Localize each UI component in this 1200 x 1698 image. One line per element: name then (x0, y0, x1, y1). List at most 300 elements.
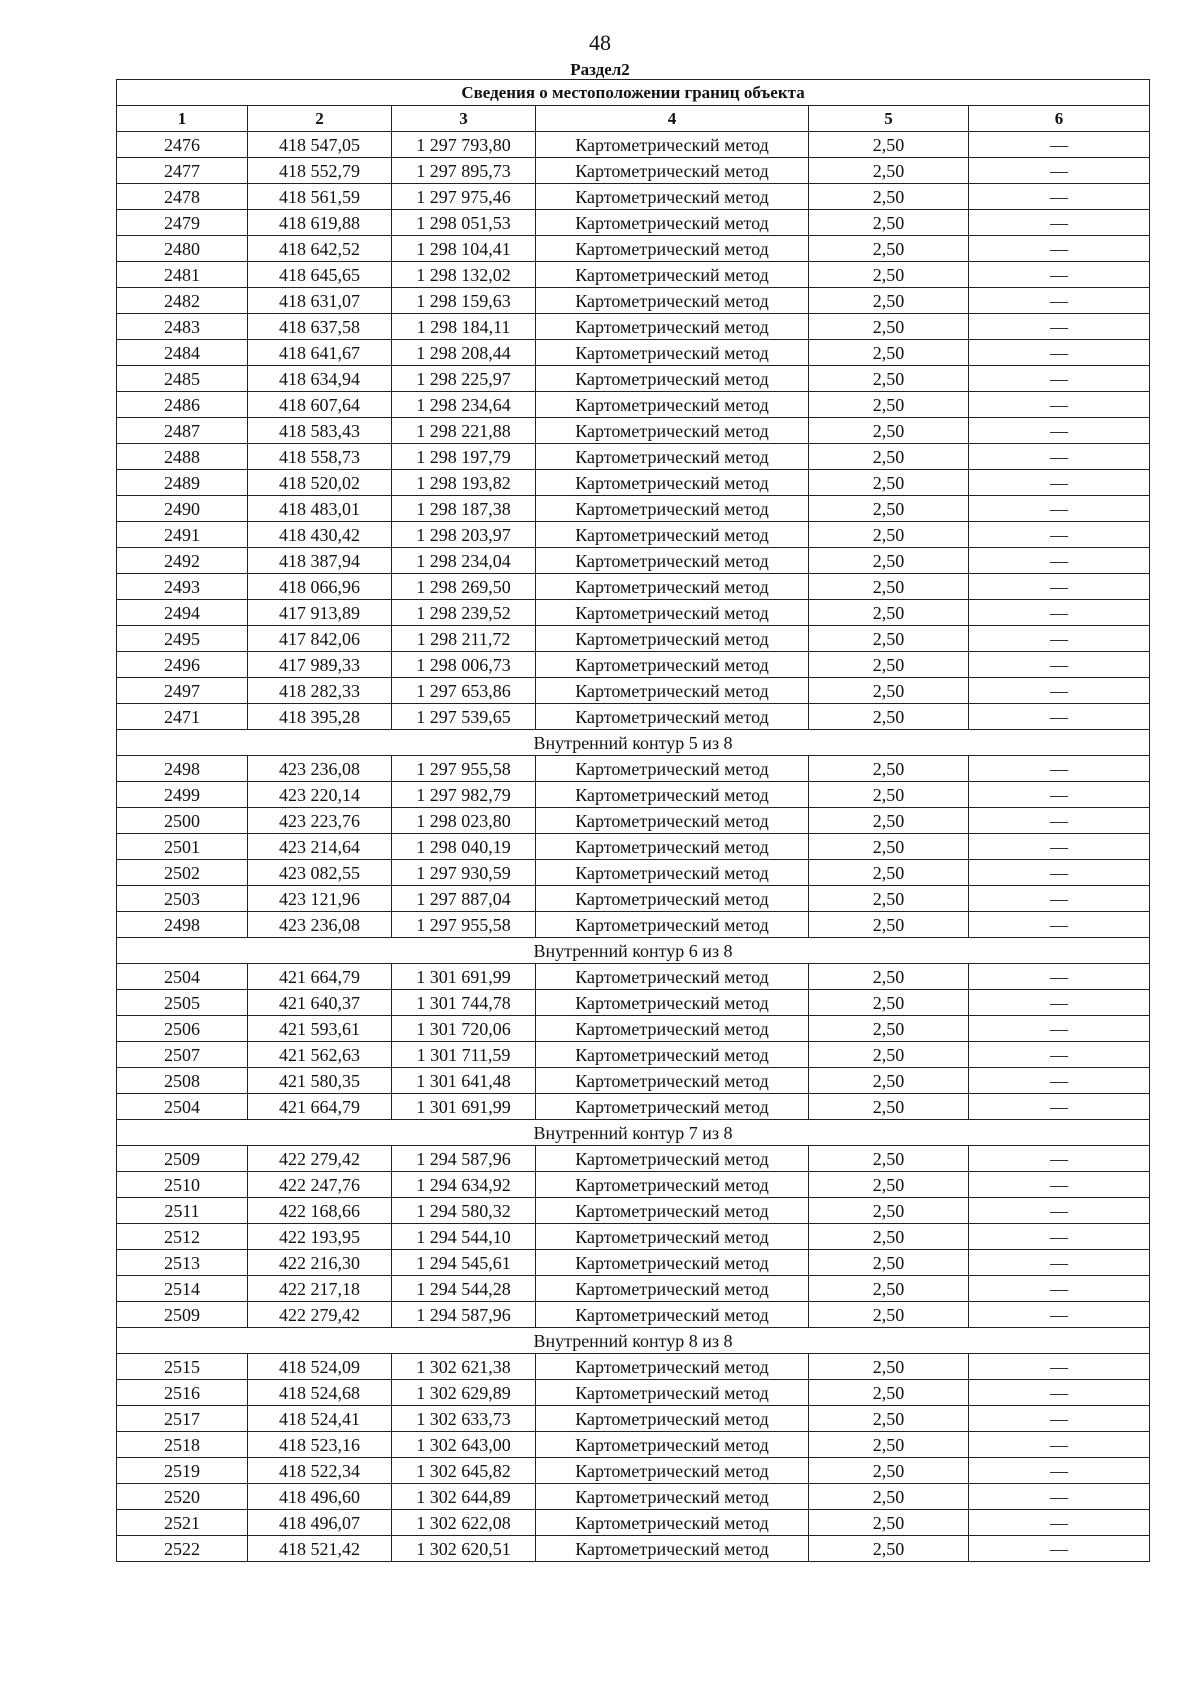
x-coordinate-cell: 418 430,42 (248, 522, 392, 548)
accuracy-cell: 2,50 (809, 132, 969, 158)
description-cell: — (969, 496, 1150, 522)
accuracy-cell: 2,50 (809, 470, 969, 496)
method-cell: Картометрический метод (536, 1354, 809, 1380)
x-coordinate-cell: 418 607,64 (248, 392, 392, 418)
x-coordinate-cell: 423 082,55 (248, 860, 392, 886)
x-coordinate-cell: 418 524,09 (248, 1354, 392, 1380)
y-coordinate-cell: 1 298 184,11 (392, 314, 536, 340)
point-number-cell: 2486 (117, 392, 248, 418)
description-cell: — (969, 1094, 1150, 1120)
y-coordinate-cell: 1 297 887,04 (392, 886, 536, 912)
method-cell: Картометрический метод (536, 1042, 809, 1068)
x-coordinate-cell: 418 523,16 (248, 1432, 392, 1458)
x-coordinate-cell: 417 913,89 (248, 600, 392, 626)
method-cell: Картометрический метод (536, 1458, 809, 1484)
table-row (117, 1406, 1150, 1432)
point-number-cell: 2497 (117, 678, 248, 704)
accuracy-cell: 2,50 (809, 1068, 969, 1094)
table-row (117, 1536, 1150, 1562)
y-coordinate-cell: 1 297 975,46 (392, 184, 536, 210)
accuracy-cell: 2,50 (809, 834, 969, 860)
method-cell: Картометрический метод (536, 548, 809, 574)
accuracy-cell: 2,50 (809, 262, 969, 288)
accuracy-cell: 2,50 (809, 964, 969, 990)
point-number-cell: 2500 (117, 808, 248, 834)
point-number-cell: 2507 (117, 1042, 248, 1068)
method-cell: Картометрический метод (536, 1172, 809, 1198)
description-cell: — (969, 626, 1150, 652)
table-row (117, 1354, 1150, 1380)
y-coordinate-cell: 1 298 234,64 (392, 392, 536, 418)
accuracy-cell: 2,50 (809, 366, 969, 392)
table-row (117, 418, 1150, 444)
y-coordinate-cell: 1 297 930,59 (392, 860, 536, 886)
x-coordinate-cell: 418 524,41 (248, 1406, 392, 1432)
x-coordinate-cell: 417 989,33 (248, 652, 392, 678)
x-coordinate-cell: 423 236,08 (248, 912, 392, 938)
point-number-cell: 2487 (117, 418, 248, 444)
y-coordinate-cell: 1 294 587,96 (392, 1146, 536, 1172)
y-coordinate-cell: 1 297 653,86 (392, 678, 536, 704)
table-row (117, 704, 1150, 730)
method-cell: Картометрический метод (536, 964, 809, 990)
y-coordinate-cell: 1 301 720,06 (392, 1016, 536, 1042)
description-cell: — (969, 1172, 1150, 1198)
point-number-cell: 2490 (117, 496, 248, 522)
accuracy-cell: 2,50 (809, 1406, 969, 1432)
point-number-cell: 2492 (117, 548, 248, 574)
y-coordinate-cell: 1 302 643,00 (392, 1432, 536, 1458)
method-cell: Картометрический метод (536, 1432, 809, 1458)
y-coordinate-cell: 1 298 225,97 (392, 366, 536, 392)
x-coordinate-cell: 422 168,66 (248, 1198, 392, 1224)
accuracy-cell: 2,50 (809, 1276, 969, 1302)
description-cell: — (969, 470, 1150, 496)
method-cell: Картометрический метод (536, 886, 809, 912)
x-coordinate-cell: 418 552,79 (248, 158, 392, 184)
table-row (117, 548, 1150, 574)
method-cell: Картометрический метод (536, 262, 809, 288)
table-row (117, 1224, 1150, 1250)
accuracy-cell: 2,50 (809, 236, 969, 262)
column-header: 6 (969, 106, 1150, 132)
table-row (117, 288, 1150, 314)
x-coordinate-cell: 418 524,68 (248, 1380, 392, 1406)
table-row (117, 392, 1150, 418)
x-coordinate-cell: 418 558,73 (248, 444, 392, 470)
point-number-cell: 2483 (117, 314, 248, 340)
table-row (117, 1068, 1150, 1094)
description-cell: — (969, 704, 1150, 730)
table-row (117, 1276, 1150, 1302)
accuracy-cell: 2,50 (809, 678, 969, 704)
y-coordinate-cell: 1 298 221,88 (392, 418, 536, 444)
y-coordinate-cell: 1 298 239,52 (392, 600, 536, 626)
x-coordinate-cell: 418 282,33 (248, 678, 392, 704)
table-row (117, 756, 1150, 782)
accuracy-cell: 2,50 (809, 574, 969, 600)
accuracy-cell: 2,50 (809, 288, 969, 314)
point-number-cell: 2503 (117, 886, 248, 912)
table-row (117, 834, 1150, 860)
point-number-cell: 2519 (117, 1458, 248, 1484)
point-number-cell: 2481 (117, 262, 248, 288)
y-coordinate-cell: 1 298 040,19 (392, 834, 536, 860)
method-cell: Картометрический метод (536, 860, 809, 886)
method-cell: Картометрический метод (536, 288, 809, 314)
x-coordinate-cell: 418 521,42 (248, 1536, 392, 1562)
table-row (117, 860, 1150, 886)
table-row (117, 366, 1150, 392)
accuracy-cell: 2,50 (809, 392, 969, 418)
accuracy-cell: 2,50 (809, 912, 969, 938)
table-row (117, 574, 1150, 600)
accuracy-cell: 2,50 (809, 1016, 969, 1042)
y-coordinate-cell: 1 302 621,38 (392, 1354, 536, 1380)
method-cell: Картометрический метод (536, 366, 809, 392)
x-coordinate-cell: 423 220,14 (248, 782, 392, 808)
point-number-cell: 2508 (117, 1068, 248, 1094)
x-coordinate-cell: 422 217,18 (248, 1276, 392, 1302)
contour-header-row (117, 730, 1150, 756)
accuracy-cell: 2,50 (809, 158, 969, 184)
table-row (117, 626, 1150, 652)
description-cell: — (969, 1510, 1150, 1536)
point-number-cell: 2501 (117, 834, 248, 860)
method-cell: Картометрический метод (536, 834, 809, 860)
point-number-cell: 2502 (117, 860, 248, 886)
description-cell: — (969, 756, 1150, 782)
method-cell: Картометрический метод (536, 1016, 809, 1042)
table-row (117, 158, 1150, 184)
point-number-cell: 2471 (117, 704, 248, 730)
point-number-cell: 2509 (117, 1302, 248, 1328)
table-row (117, 1172, 1150, 1198)
method-cell: Картометрический метод (536, 1276, 809, 1302)
x-coordinate-cell: 422 193,95 (248, 1224, 392, 1250)
accuracy-cell: 2,50 (809, 990, 969, 1016)
description-cell: — (969, 1302, 1150, 1328)
table-row (117, 678, 1150, 704)
contour-header-row (117, 1120, 1150, 1146)
x-coordinate-cell: 421 580,35 (248, 1068, 392, 1094)
y-coordinate-cell: 1 298 197,79 (392, 444, 536, 470)
x-coordinate-cell: 418 483,01 (248, 496, 392, 522)
description-cell: — (969, 340, 1150, 366)
y-coordinate-cell: 1 294 634,92 (392, 1172, 536, 1198)
point-number-cell: 2506 (117, 1016, 248, 1042)
point-number-cell: 2494 (117, 600, 248, 626)
y-coordinate-cell: 1 298 104,41 (392, 236, 536, 262)
contour-label: Внутренний контур 7 из 8 (117, 1120, 1150, 1146)
accuracy-cell: 2,50 (809, 600, 969, 626)
point-number-cell: 2510 (117, 1172, 248, 1198)
point-number-cell: 2485 (117, 366, 248, 392)
point-number-cell: 2498 (117, 756, 248, 782)
description-cell: — (969, 1146, 1150, 1172)
table-row (117, 236, 1150, 262)
method-cell: Картометрический метод (536, 808, 809, 834)
point-number-cell: 2476 (117, 132, 248, 158)
x-coordinate-cell: 421 562,63 (248, 1042, 392, 1068)
y-coordinate-cell: 1 298 006,73 (392, 652, 536, 678)
x-coordinate-cell: 418 496,07 (248, 1510, 392, 1536)
method-cell: Картометрический метод (536, 470, 809, 496)
accuracy-cell: 2,50 (809, 1380, 969, 1406)
method-cell: Картометрический метод (536, 626, 809, 652)
x-coordinate-cell: 422 247,76 (248, 1172, 392, 1198)
accuracy-cell: 2,50 (809, 184, 969, 210)
y-coordinate-cell: 1 297 895,73 (392, 158, 536, 184)
method-cell: Картометрический метод (536, 1510, 809, 1536)
x-coordinate-cell: 418 520,02 (248, 470, 392, 496)
method-cell: Картометрический метод (536, 782, 809, 808)
method-cell: Картометрический метод (536, 340, 809, 366)
table-row (117, 340, 1150, 366)
accuracy-cell: 2,50 (809, 522, 969, 548)
y-coordinate-cell: 1 298 023,80 (392, 808, 536, 834)
x-coordinate-cell: 422 279,42 (248, 1146, 392, 1172)
accuracy-cell: 2,50 (809, 1042, 969, 1068)
table-row (117, 210, 1150, 236)
description-cell: — (969, 366, 1150, 392)
accuracy-cell: 2,50 (809, 210, 969, 236)
method-cell: Картометрический метод (536, 1146, 809, 1172)
x-coordinate-cell: 423 223,76 (248, 808, 392, 834)
accuracy-cell: 2,50 (809, 1510, 969, 1536)
y-coordinate-cell: 1 302 645,82 (392, 1458, 536, 1484)
table-row (117, 990, 1150, 1016)
y-coordinate-cell: 1 301 744,78 (392, 990, 536, 1016)
point-number-cell: 2520 (117, 1484, 248, 1510)
page-number: 48 (589, 30, 611, 55)
x-coordinate-cell: 418 395,28 (248, 704, 392, 730)
description-cell: — (969, 1484, 1150, 1510)
x-coordinate-cell: 422 216,30 (248, 1250, 392, 1276)
description-cell: — (969, 860, 1150, 886)
column-header-row (117, 106, 1150, 132)
accuracy-cell: 2,50 (809, 1302, 969, 1328)
point-number-cell: 2513 (117, 1250, 248, 1276)
table-row (117, 1458, 1150, 1484)
table-row (117, 1484, 1150, 1510)
point-number-cell: 2499 (117, 782, 248, 808)
y-coordinate-cell: 1 297 982,79 (392, 782, 536, 808)
method-cell: Картометрический метод (536, 1484, 809, 1510)
point-number-cell: 2496 (117, 652, 248, 678)
x-coordinate-cell: 421 640,37 (248, 990, 392, 1016)
point-number-cell: 2511 (117, 1198, 248, 1224)
accuracy-cell: 2,50 (809, 1198, 969, 1224)
y-coordinate-cell: 1 298 193,82 (392, 470, 536, 496)
description-cell: — (969, 236, 1150, 262)
y-coordinate-cell: 1 297 539,65 (392, 704, 536, 730)
y-coordinate-cell: 1 301 691,99 (392, 964, 536, 990)
table-row (117, 1016, 1150, 1042)
accuracy-cell: 2,50 (809, 314, 969, 340)
point-number-cell: 2484 (117, 340, 248, 366)
table-row (117, 652, 1150, 678)
method-cell: Картометрический метод (536, 704, 809, 730)
x-coordinate-cell: 418 496,60 (248, 1484, 392, 1510)
accuracy-cell: 2,50 (809, 1354, 969, 1380)
method-cell: Картометрический метод (536, 1094, 809, 1120)
accuracy-cell: 2,50 (809, 808, 969, 834)
description-cell: — (969, 392, 1150, 418)
table-row (117, 782, 1150, 808)
table-row (117, 1302, 1150, 1328)
table-title-row (117, 80, 1150, 106)
point-number-cell: 2479 (117, 210, 248, 236)
description-cell: — (969, 990, 1150, 1016)
method-cell: Картометрический метод (536, 1068, 809, 1094)
description-cell: — (969, 886, 1150, 912)
accuracy-cell: 2,50 (809, 444, 969, 470)
point-number-cell: 2491 (117, 522, 248, 548)
x-coordinate-cell: 423 214,64 (248, 834, 392, 860)
accuracy-cell: 2,50 (809, 652, 969, 678)
accuracy-cell: 2,50 (809, 1250, 969, 1276)
point-number-cell: 2509 (117, 1146, 248, 1172)
table-row (117, 886, 1150, 912)
description-cell: — (969, 1042, 1150, 1068)
x-coordinate-cell: 418 561,59 (248, 184, 392, 210)
y-coordinate-cell: 1 302 620,51 (392, 1536, 536, 1562)
x-coordinate-cell: 418 642,52 (248, 236, 392, 262)
contour-label: Внутренний контур 6 из 8 (117, 938, 1150, 964)
point-number-cell: 2515 (117, 1354, 248, 1380)
description-cell: — (969, 1406, 1150, 1432)
description-cell: — (969, 418, 1150, 444)
table-row (117, 262, 1150, 288)
point-number-cell: 2517 (117, 1406, 248, 1432)
description-cell: — (969, 782, 1150, 808)
method-cell: Картометрический метод (536, 1536, 809, 1562)
accuracy-cell: 2,50 (809, 1224, 969, 1250)
point-number-cell: 2498 (117, 912, 248, 938)
table-row (117, 184, 1150, 210)
x-coordinate-cell: 418 619,88 (248, 210, 392, 236)
y-coordinate-cell: 1 298 159,63 (392, 288, 536, 314)
point-number-cell: 2514 (117, 1276, 248, 1302)
table-row (117, 522, 1150, 548)
point-number-cell: 2495 (117, 626, 248, 652)
accuracy-cell: 2,50 (809, 1484, 969, 1510)
table-row (117, 1510, 1150, 1536)
method-cell: Картометрический метод (536, 600, 809, 626)
method-cell: Картометрический метод (536, 418, 809, 444)
x-coordinate-cell: 423 236,08 (248, 756, 392, 782)
x-coordinate-cell: 418 522,34 (248, 1458, 392, 1484)
y-coordinate-cell: 1 294 545,61 (392, 1250, 536, 1276)
description-cell: — (969, 1354, 1150, 1380)
accuracy-cell: 2,50 (809, 704, 969, 730)
table-row (117, 132, 1150, 158)
y-coordinate-cell: 1 298 208,44 (392, 340, 536, 366)
table-row (117, 444, 1150, 470)
x-coordinate-cell: 421 593,61 (248, 1016, 392, 1042)
accuracy-cell: 2,50 (809, 1146, 969, 1172)
table-row (117, 470, 1150, 496)
x-coordinate-cell: 422 279,42 (248, 1302, 392, 1328)
description-cell: — (969, 132, 1150, 158)
method-cell: Картометрический метод (536, 184, 809, 210)
description-cell: — (969, 522, 1150, 548)
accuracy-cell: 2,50 (809, 1536, 969, 1562)
y-coordinate-cell: 1 297 955,58 (392, 756, 536, 782)
description-cell: — (969, 1276, 1150, 1302)
table-row (117, 912, 1150, 938)
x-coordinate-cell: 418 387,94 (248, 548, 392, 574)
point-number-cell: 2516 (117, 1380, 248, 1406)
y-coordinate-cell: 1 294 587,96 (392, 1302, 536, 1328)
accuracy-cell: 2,50 (809, 418, 969, 444)
description-cell: — (969, 314, 1150, 340)
y-coordinate-cell: 1 298 211,72 (392, 626, 536, 652)
method-cell: Картометрический метод (536, 1250, 809, 1276)
table-row (117, 600, 1150, 626)
method-cell: Картометрический метод (536, 756, 809, 782)
table-row (117, 1250, 1150, 1276)
point-number-cell: 2493 (117, 574, 248, 600)
y-coordinate-cell: 1 301 711,59 (392, 1042, 536, 1068)
contour-label: Внутренний контур 5 из 8 (117, 730, 1150, 756)
description-cell: — (969, 1432, 1150, 1458)
description-cell: — (969, 158, 1150, 184)
y-coordinate-cell: 1 302 629,89 (392, 1380, 536, 1406)
y-coordinate-cell: 1 294 544,28 (392, 1276, 536, 1302)
column-header: 1 (117, 106, 248, 132)
point-number-cell: 2478 (117, 184, 248, 210)
x-coordinate-cell: 418 645,65 (248, 262, 392, 288)
point-number-cell: 2482 (117, 288, 248, 314)
table-row (117, 964, 1150, 990)
point-number-cell: 2512 (117, 1224, 248, 1250)
description-cell: — (969, 652, 1150, 678)
y-coordinate-cell: 1 301 641,48 (392, 1068, 536, 1094)
description-cell: — (969, 912, 1150, 938)
method-cell: Картометрический метод (536, 236, 809, 262)
accuracy-cell: 2,50 (809, 886, 969, 912)
method-cell: Картометрический метод (536, 1406, 809, 1432)
description-cell: — (969, 574, 1150, 600)
y-coordinate-cell: 1 302 644,89 (392, 1484, 536, 1510)
point-number-cell: 2504 (117, 964, 248, 990)
x-coordinate-cell: 421 664,79 (248, 964, 392, 990)
y-coordinate-cell: 1 297 955,58 (392, 912, 536, 938)
x-coordinate-cell: 418 634,94 (248, 366, 392, 392)
boundary-coordinates-table (116, 79, 1150, 1562)
table-row (117, 314, 1150, 340)
accuracy-cell: 2,50 (809, 1458, 969, 1484)
column-header: 4 (536, 106, 809, 132)
method-cell: Картометрический метод (536, 1302, 809, 1328)
point-number-cell: 2488 (117, 444, 248, 470)
method-cell: Картометрический метод (536, 132, 809, 158)
description-cell: — (969, 834, 1150, 860)
x-coordinate-cell: 418 583,43 (248, 418, 392, 444)
method-cell: Картометрический метод (536, 1380, 809, 1406)
accuracy-cell: 2,50 (809, 756, 969, 782)
accuracy-cell: 2,50 (809, 496, 969, 522)
point-number-cell: 2505 (117, 990, 248, 1016)
method-cell: Картометрический метод (536, 444, 809, 470)
point-number-cell: 2518 (117, 1432, 248, 1458)
x-coordinate-cell: 418 631,07 (248, 288, 392, 314)
accuracy-cell: 2,50 (809, 782, 969, 808)
table-row (117, 1380, 1150, 1406)
contour-label: Внутренний контур 8 из 8 (117, 1328, 1150, 1354)
